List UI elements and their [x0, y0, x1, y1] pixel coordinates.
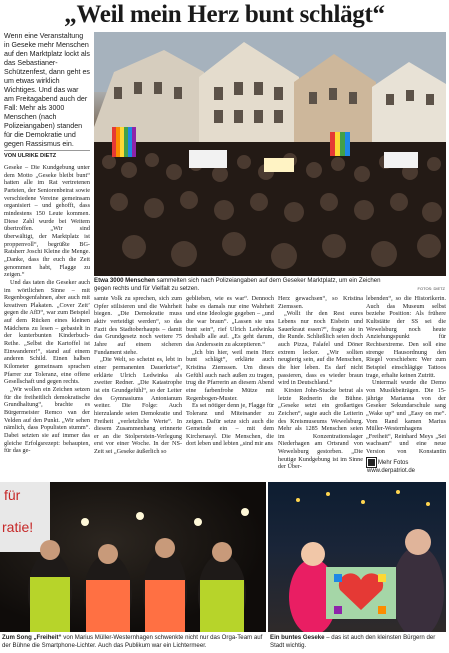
article-column-1 [4, 164, 90, 479]
divider [4, 150, 90, 151]
caption-lead: Zum Song „Freiheit“ [2, 634, 62, 641]
bottom-left-caption [2, 634, 264, 652]
top-photo-caption [94, 277, 394, 293]
sign-text-line-2: ratie! [2, 519, 34, 535]
smartphone-lights-illustration [0, 482, 266, 632]
paragraph: „Die Welt, so scheint es, lebt in einer permanenten Dauerkrise“, erklärte Ulrich Ledwinka als zweiter Redner. „Die Katastrophe ist ein Grundgefühl“, so der Leiter des Gymnasiums Antonianum weiter. Die Folge: Auch hierzulande seien Demokratie und Freiheit „verletzliche Werte“. In diesem Zusammenhang erinnerte er an die Stolperstein-Verlegung erst vor einer Woche. In der NS-Zeit sei „Geseke äußerlich so [94, 356, 182, 456]
paragraph: Geseke – Die Kundgebung unter dem Motto „Geseke bleibt bunt“ hatten alle im Rat vertretenen Parteien, der Seniorenbeirat sowie verschiedene Vereine gemeinsam organisiert – und gehofft, dass mindestens 150 Leute kommen. Diese Zahl wurde bei Weitem übertroffen. „Wir sind überwältigt, der Marktplatz ist proppenvoll“, begrüßte BG-Ratsherr Joschi Kleine die Menge. „Danke, dass ihr euch die Zeit genommen habt, Flagge zu zeigen.“ [4, 164, 90, 279]
child-colorful-sign-illustration [268, 482, 446, 632]
paragraph: Und das taten die Geseker auch im wörtlichen Sinne – mit Regenbogenfahnen, aber auch mit kreativen Plakaten. „Cover Zeit’ gegen die AfD“, war zum Beispiel auf dem Rücken eines kleinen Mädchens zu lesen – gebastelt in der kunterbunten Kinderbuch-Reihe. „Selbst die Kartoffel ist Einwanderer!“, stand auf einem anderen Schild. Einen halben Kilometer gemeinsam sprachen Pfarrer zur Toleranz, eine offene Gesellschaft und gegen rechts. [4, 278, 90, 386]
article-column-5 [366, 295, 446, 455]
child-colorful-sign-photo [268, 482, 446, 632]
paragraph: samte Volk zu sprechen, sich zum Opfer stilisieren und die Wahrheit biegen. „Die Demokratie muss aktiv verteidigt werden“, so das Fazit des Stadtoberhaupts – damit das Grundgesetz noch weitere 75 Jahre auf einem sicheren Fundament stehe. [94, 295, 182, 356]
more-photos-link[interactable]: www.derpatriot.de [367, 468, 416, 475]
caption-text: – das ist auch den kleinsten Bürgern der Stadt wichtig. [270, 634, 436, 649]
bottom-right-caption [270, 634, 446, 652]
article-column-2 [94, 295, 182, 479]
marketplace-crowd-photo [94, 32, 446, 276]
photo-credit: FOTOS: DIETZ [417, 286, 445, 291]
more-photos-box[interactable] [367, 458, 447, 480]
article-column-4 [278, 295, 363, 479]
paragraph: geblieben, wie es war“. Dennoch habe es damals nur eine Wahrheit und eine Ideologie gegeben – „und die war braun“. „Lassen sie uns bunt sein“, rief Ulrich Ledwinka deshalb alle auf. „Es geht darum, das Anderssein zu akzeptieren.“ [186, 295, 274, 348]
caption-lead: Ein buntes Geseke [270, 634, 325, 641]
headline: „Weil mein Herz bunt schlägt“ [64, 1, 385, 28]
paragraph: Untermalt wurde die Demo von Musikbeiträgen. Die 15-jährige Marianna von der Geseker Sekundarschule sang „Wake up“ und „Easy on me“. Vom Rand kamen Marius Müller-Westernhagens „Freiheit“, Reinhard Meys „Sei wachsam“ und eine neue Version von Konstantin [366, 379, 446, 455]
paragraph: lebenden“, so die Historikerin. Auch das Museum selbst beziehe Position: Als frühere Kultstätte der SS sei die Wewelsburg noch heute Anziehungspunkt für Rechtsextreme. Den soll eine strenge Hausordnung den Riegel vorschieben: Wer zum Beispiel einschlägige Tattoos trage, erhalte keinen Zutritt. [366, 295, 446, 379]
paragraph: Es sei nötiger denn je, Flagge für Toleranz und Miteinander zu zeigen. Dafür setze sich auch die Gemeinde ein – mit dem Kirchenasyl. Die Menschen, die dort leben und lebten „sind mir ans [186, 402, 274, 448]
paragraph: Kirsten John-Stucke betrat als letzte Rednerin die Bühne. „Geseke setzt ein großartiges Zeichen“, sagte auch die Leiterin des Kreismuseums Wewelsburg. Mehr als 1285 Menschen seien im Konzentrationslager Niederhagen am Ortsrand von Wewelsburg gestorben. „Die heutige Kundgebung ist im Sinne der Über- [278, 386, 363, 471]
caption-text: sammelten sich nach Polizeiangaben auf dem Geseker Marktplatz, um ein Zeichen gegen rechts und für Vielfalt zu setzen. [94, 277, 381, 292]
caption-lead: Etwa 3000 Menschen [94, 277, 155, 284]
paragraph: „Wir wollen ein Zeichen setzen für die freiheitlich demokratische Grundhaltung“, brachte es Bürgermeister Remco van der Velden auf den Punkt. „Wir sehen nämlich, dass Populisten stumm“. Dabei setzten sie auf immer das gleiche Erfolgsrezept: behaupten, für das ge- [4, 386, 90, 455]
marketplace-crowd-illustration [94, 32, 446, 276]
paragraph: „Ich bin hier, weil mein Herz bunt schlägt“, erklärte auch Kristina Ziemssen. Um dieses Gefühl auch nach außen zu tragen, trug die Pfarrerin an diesem Abend eine farbenfrohe Mütze mit Regenbogen-Muster. [186, 348, 274, 402]
sign-text-line-1: für [4, 487, 21, 503]
paragraph: Herz gewachsen“, so Kristina Ziemssen. [278, 295, 363, 310]
qr-code-icon [367, 458, 376, 467]
caption-text: von Marius Müller-Westernhagen schwenkte nicht nur das Orga-Team auf der Bühne die Smartphone-Lichter. Auch das Publikum war ein Lichtermeer. [2, 634, 263, 649]
article-column-3 [186, 295, 274, 479]
paragraph: „Wollt ihr den Rest eures Lebens nur noch Eisbein und Sauerkraut essen?“, fragte sie in die Runde. Schließlich seien doch auch Pizza, Falafel und Döner extrem lecker. „Wir sollten neugierig sein, auf die Menschen, die hier leben. Es darf nicht passieren, dass es wieder braun wird in Deutschland.“ [278, 310, 363, 387]
smartphone-lights-photo [0, 482, 266, 632]
lead-paragraph: Wenn eine Veranstaltung in Geseke mehr Menschen auf den Marktplatz lockt als das Sebastianer-Schützenfest, dann geht es um etwas wirklich Wichtiges. Und das war am Freitagabend auch der Fall: Mehr als 3000 Menschen (nach Polizeiangaben) standen für die Demokratie und gegen Rassismus ein. [4, 32, 90, 148]
byline: VON ULRIKE DIETZ [4, 153, 57, 159]
more-photos-label: Mehr Fotos [378, 460, 409, 467]
